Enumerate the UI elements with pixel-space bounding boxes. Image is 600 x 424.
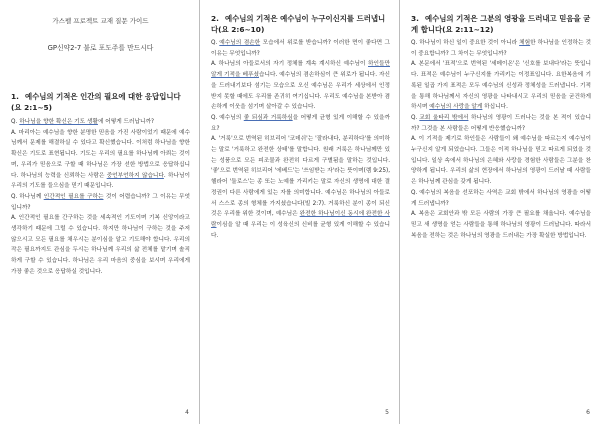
question-1: Q. 하나님이 하신 일이 중요한 것이 아니라 체험한 하나님을 인정하는 것이 중요합니까? 그 차이는 무엇입니까? (411, 40, 591, 57)
underlined-phrase: 교회 울타리 밖에서 (419, 114, 469, 121)
section-3-number: 3. (411, 14, 419, 23)
section-1-number: 1. (11, 92, 19, 101)
page-number: 6 (586, 409, 590, 416)
underlined-phrase: 완전한 하나님이신 동시에 완전한 사람 (211, 211, 391, 228)
underlined-phrase: 하인들만 알게 기적을 베푸셨 (211, 61, 390, 79)
underlined-phrase: 체험 (519, 40, 531, 46)
question-2: Q. 예수님의 좋 되심과 거룩하심을 어떻게 균형 있게 이해할 수 있을까요? (211, 114, 390, 132)
underlined-phrase: 좋 되심과 거룩하심 (243, 114, 293, 121)
section-1-heading: 예수님의 기적은 인간의 필요에 대한 응답입니다(요 2:1~5) (11, 92, 181, 112)
section-2-title (211, 14, 390, 35)
underlined-phrase: 예수님의 사랑을 알게 (429, 104, 483, 111)
question-1: Q. 하나님을 향한 확신은 기도 생활에 어떻게 드러납니까? (11, 119, 155, 125)
page-5 (200, 0, 399, 424)
underlined-phrase: 하나님을 향한 확신은 기도 생활 (19, 119, 98, 125)
answer-2: A. 인간적인 필요를 간구하는 것을 세속적인 기도이며 기복 신앙이라고 생각하기 때문에 그럴 수 있습니다. 하지만 하나님이 구하는 것을 주저 않으시고 모든 필요를 채우시는 분이심을 알고 기도해야 합니다. 우리의 작은 필요까지도 관심을 두시는 하나님께 우리의 삶 전체를 맡기며 솔직하게 구할 수 있습니다. 하나님은 우리 마음의 중심을 보시며 우리에게 가장 좋은 것으로 응답하실 것입니다. (11, 215, 190, 275)
answer-1: A. 하나님의 아들로서의 자기 정체를 계속 계시하신 예수님이 하인들만 알게 기적을 베푸셨습니다. 예수님의 겸손하심이 큰 위로가 됩니다. 자신을 드러내기보다 섬기는 모습으로 오신 예수님은 우리가 세상에서 인정받지 못할 때에도 우리를 존귀히 여기십니다. 우리도 예수님을 본받아 겸손하게 이웃을 섬기며 살아갈 수 있습니다. (211, 61, 390, 111)
answer-3: A. 복음은 교회안과 밖 모든 사람의 가장 큰 필요를 채웁니다. 예수님을 믿고 새 생명을 얻는 사람들을 통해 하나님의 영광이 드러납니다. 따라서 복음을 전하는 것은 하나님의 영광을 드러내는 가장 확실한 방법입니다. (411, 211, 591, 239)
answer-1: A. 마리아는 예수님을 향한 분명한 믿음을 가진 사람이었기 때문에 예수님께서 문제를 해결하실 수 있다고 확신했습니다. 이처럼 하나님을 향한 확신은 기도로 표현됩니다. 기도는 우리의 필요를 하나님께 아뢰는 것이며, 우리가 믿음으로 구할 때 하나님은 가장 선한 방법으로 응답하십니다. 하나님의 능력을 신뢰하는 사람은 중언부언하지 않습니다. 하나님이 우리의 기도를 들으심을 믿기 때문입니다. (11, 129, 190, 190)
underlined-phrase: 인간적인 필요를 구하는 (43, 193, 104, 200)
question-1: Q. 예수님의 겸손한 모습에서 위로를 받습니까? 이러한 면이 좋다면 그 이유는 무엇입니까? (211, 40, 390, 57)
question-2: Q. 교회 울타리 밖에서 하나님의 영광이 드러나는 것을 본 적이 있습니까? 그것을 본 사람들은 어떻게 반응했습니까? (411, 114, 592, 132)
underlined-phrase: 중언부언하지 않습니다 (106, 172, 164, 179)
section-3-title (411, 14, 591, 35)
section-1-title (11, 92, 190, 113)
underlined-phrase: 예수님의 겸손한 (219, 40, 261, 46)
page-6 (400, 0, 600, 424)
section-2-number: 2. (211, 14, 219, 23)
section-3-heading: 예수님의 기적은 그분의 영광을 드러내고 믿음을 굳게 합니다(요 2:11~12) (411, 14, 591, 34)
lesson-subtitle: GP신약2-7 불로 포도주를 만드시다 (47, 44, 154, 52)
answer-1: A. 본문에서 '표적'으로 번역된 '세메이온'은 '신호를 보내다'라는 뜻입니다. 표적은 예수님이 누구신지를 가리키는 이정표입니다. 요한복음에 기록된 일곱 가지 표적은 모두 예수님의 신성과 정체성을 드러냅니다. 기적을 통해 하나님께서 자신의 영광을 나타내시고 우리의 믿음을 굳건하게 하시며 예수님의 사랑을 알게 하십니다. (411, 61, 591, 111)
answer-2: A. 이 기적을 제기로 하인들은 사람들이 왜 예수님을 따르는지 예수님이 누구신지 알게 되었습니다. 그들은 이적 하나님을 믿고 따르게 되었을 것입니다. 일상 속에서 하나님의 은혜와 사랑을 경험한 사람들은 그분을 찬양하게 됩니다. 우리의 삶의 현장에서 하나님의 영광이 드러날 때 사람들은 하나님께 관심을 갖게 됩니다. (411, 136, 591, 186)
question-2: Q. 하나님께 인간적인 필요를 구하는 것이 어렵습니까? 그 이유는 무엇입니까? (11, 193, 191, 211)
page-number: 4 (185, 409, 189, 416)
answer-2: A. '거룩'으로 번역된 히브리어 '코데쉬'는 '잘라내다, 분리하다'를 의미하는 말로 '거룩하고 완전한 상태'를 말합니다. 원래 거룩은 하나님께만 있는 성품으로 모든 피조물과 완전히 다르게 구별됨을 말하는 것입니다. '좋'으로 번역된 히브리어 '에베드'는 '쓰임받는 자'라는 뜻이며(렘 9:25), 헬라어 '둘로스'는 종 또는 노예를 가리키는 말로 자신의 생명에 대한 결정권이 다른 사람에게 있는 자를 의미합니다. 예수님은 하나님의 아들로서 스스로 종의 형체를 가지셨습니다(빌 2:7). 거룩하신 분이 종이 되신 것은 우리를 위한 것이며, 예수님은 완전한 하나님이신 동시에 완전한 사람이심을 알 때 우리는 이 성육신의 신비를 균형 있게 이해할 수 있습니다. (211, 136, 391, 239)
section-2-heading: 예수님의 기적은 예수님이 누구이신지를 드러냅니다(요 2:6~10) (211, 14, 386, 34)
question-3: Q. 예수님의 복음을 선포하는 사역은 교회 밖에서 하나님의 영광을 어떻게 드러냅니까? (411, 189, 591, 207)
page-4 (0, 0, 199, 424)
page-number: 5 (385, 409, 389, 416)
document-header-title: 가스펠 프로젝트 교재 질문 가이드 (52, 17, 149, 25)
